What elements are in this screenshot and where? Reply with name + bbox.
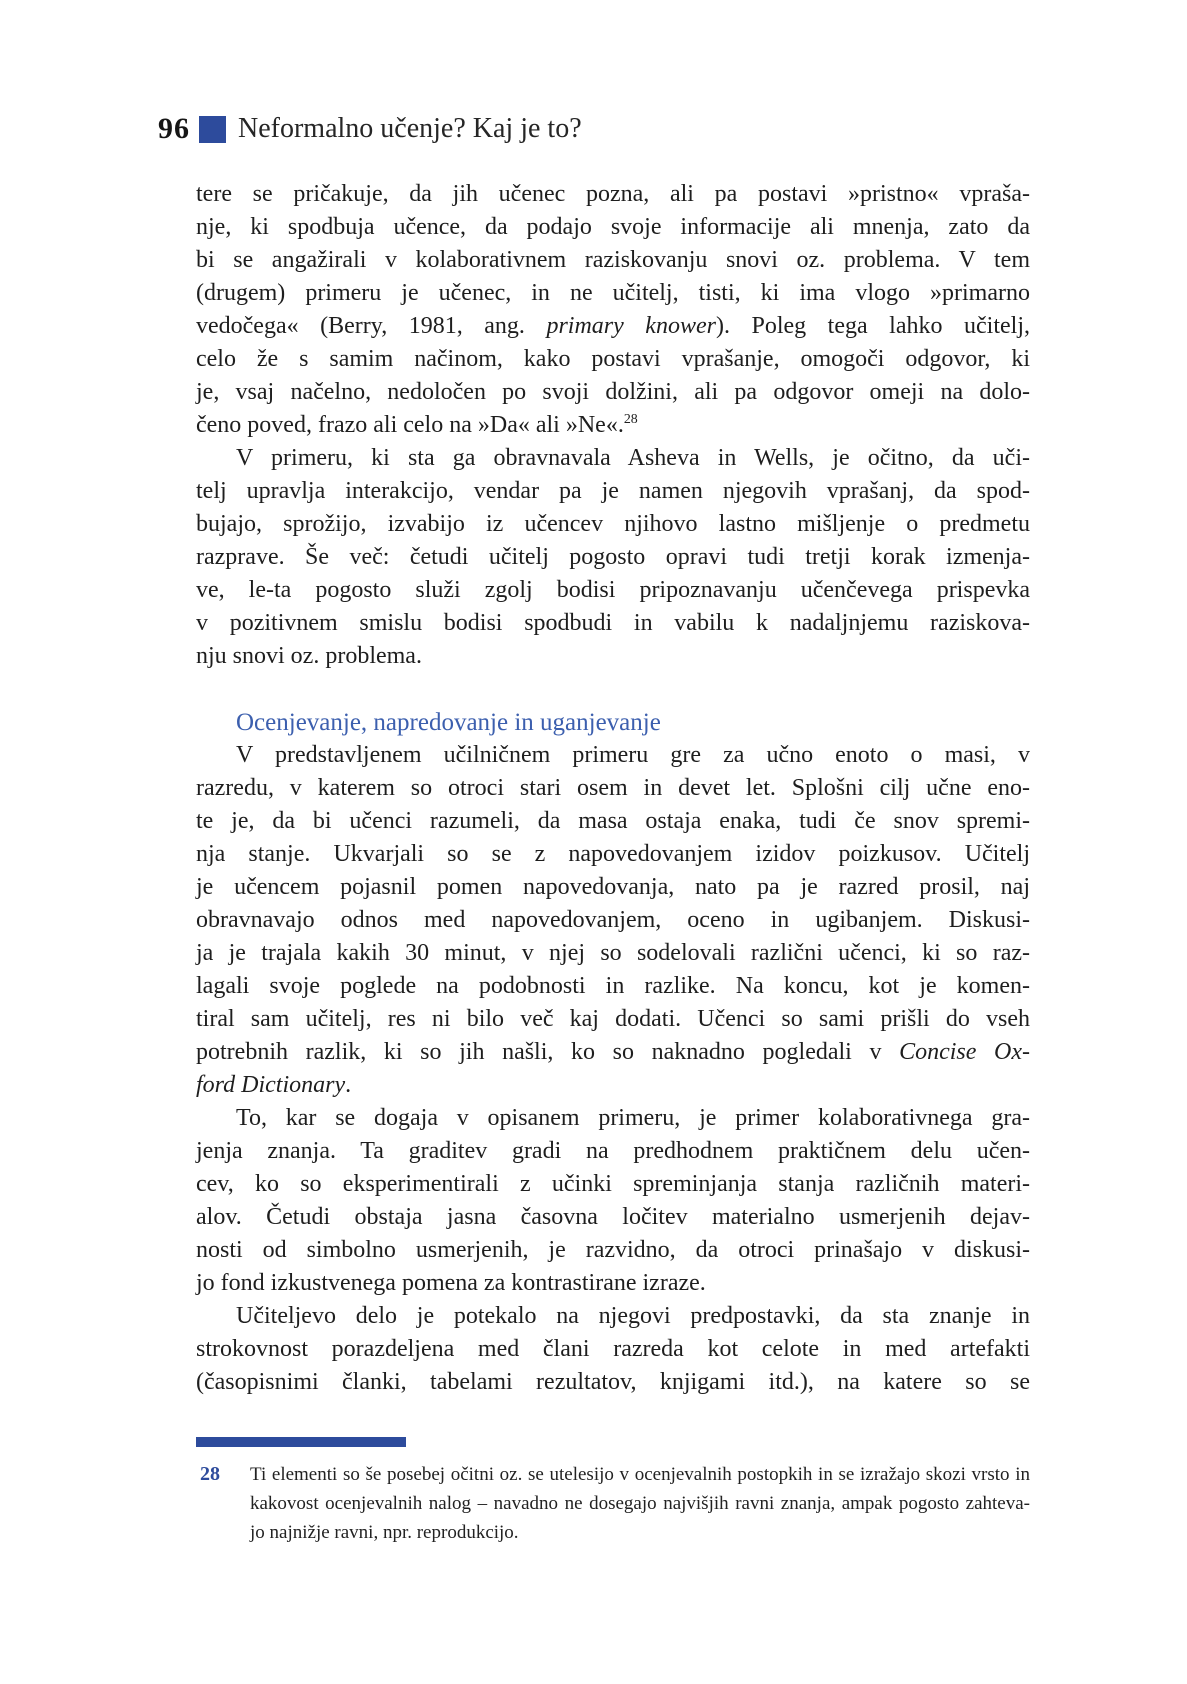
text-line: je, vsaj načelno, nedoločen po svoji dolžini, ali pa odgovor omeji na dolo- bbox=[196, 379, 1030, 405]
text-line: nju snovi oz. problema. bbox=[196, 643, 422, 669]
text-line: jenja znanja. Ta graditev gradi na predhodnem praktičnem delu učen- bbox=[196, 1138, 1030, 1164]
footnote bbox=[196, 1460, 1030, 1547]
text-line: jo najnižje ravni, npr. reprodukcijo. bbox=[250, 1522, 519, 1543]
text-line: nja stanje. Ukvarjali so se z napovedovanjem izidov poizkusov. Učitelj bbox=[196, 841, 1030, 867]
text-line: nosti od simbolno usmerjenih, je razvidno, da otroci prinašajo v diskusi- bbox=[196, 1237, 1030, 1263]
text-line: (časopisnimi članki, tabelami rezultatov, knjigami itd.), na katere so se bbox=[196, 1369, 1030, 1395]
text-line: To, kar se dogaja v opisanem primeru, je primer kolaborativnega gra- bbox=[236, 1105, 1030, 1131]
text-line: v pozitivnem smislu bodisi spodbudi in vabilu k nadaljnjemu raziskova- bbox=[196, 610, 1030, 636]
paragraph bbox=[196, 739, 1030, 1102]
text-line: telj upravlja interakcijo, vendar pa je namen njegovih vprašanj, da spod- bbox=[196, 478, 1030, 504]
paragraph bbox=[196, 178, 1030, 442]
text-line: obravnavajo odnos med napovedovanjem, oceno in ugibanjem. Diskusi- bbox=[196, 907, 1030, 933]
running-head-title: Neformalno učenje? Kaj je to? bbox=[238, 113, 582, 144]
text-line: čeno poved, frazo ali celo na »Da« ali »Ne«.$^{28}$ bbox=[196, 412, 638, 438]
text-line: V predstavljenem učilničnem primeru gre za učno enoto o masi, v bbox=[236, 742, 1030, 768]
text-line: jo fond izkustvenega pomena za kontrastirane izraze. bbox=[196, 1270, 706, 1296]
footnote-text bbox=[250, 1460, 1030, 1547]
footnote-area bbox=[196, 1437, 1030, 1547]
page-body bbox=[196, 178, 1030, 1399]
text-line: nje, ki spodbuja učence, da podajo svoje informacije ali mnenja, zato da bbox=[196, 214, 1030, 240]
text-line: je učencem pojasnil pomen napovedovanja, nato pa je razred prosil, naj bbox=[196, 874, 1030, 900]
text-line: celo že s samim načinom, kako postavi vprašanje, omogoči odgovor, ki bbox=[196, 346, 1030, 372]
running-header bbox=[158, 112, 582, 146]
text-line: tere se pričakuje, da jih učenec pozna, ali pa postavi »pristno« vpraša- bbox=[196, 181, 1030, 207]
paragraph bbox=[196, 442, 1030, 673]
text-line: razprave. Še več: četudi učitelj pogosto opravi tudi tretji korak izmenja- bbox=[196, 544, 1030, 570]
text-line: lagali svoje poglede na podobnosti in razlike. Na koncu, kot je komen- bbox=[196, 973, 1030, 999]
footnote-number: 28 bbox=[200, 1463, 220, 1485]
footnote-rule bbox=[196, 1437, 406, 1447]
text-line: ve, le-ta pogosto služi zgolj bodisi pripoznavanju učenčevega prispevka bbox=[196, 577, 1030, 603]
text-line: kakovost ocenjevalnih nalog – navadno ne dosegajo najvišjih ravni znanja, ampak pogosto zahteva- bbox=[250, 1493, 1030, 1514]
text-line: te je, da bi učenci razumeli, da masa ostaja enaka, tudi če snov spremi- bbox=[196, 808, 1030, 834]
text-line: razredu, v katerem so otroci stari osem in devet let. Splošni cilj učne eno- bbox=[196, 775, 1030, 801]
text-line: (drugem) primeru je učenec, in ne učitelj, tisti, ki ima vlogo »primarno bbox=[196, 280, 1030, 306]
text-line: Ti elementi so še posebej očitni oz. se utelesijo v ocenjevalnih postopkih in se izražajo skozi vrsto in bbox=[250, 1464, 1030, 1485]
paragraph bbox=[196, 1102, 1030, 1300]
chapter-marker-square-icon bbox=[199, 116, 226, 143]
text-line: potrebnih razlik, ki so jih našli, ko so naknadno pogledali v Concise Ox- bbox=[196, 1039, 1030, 1065]
text-line: strokovnost porazdeljena med člani razreda kot celote in med artefakti bbox=[196, 1336, 1030, 1362]
text-line: cev, ko so eksperimentirali z učinki spreminjanja stanja različnih materi- bbox=[196, 1171, 1030, 1197]
text-line: Učiteljevo delo je potekalo na njegovi predpostavki, da sta znanje in bbox=[236, 1303, 1030, 1329]
text-line: vedočega« (Berry, 1981, ang. primary knower). Poleg tega lahko učitelj, bbox=[196, 313, 1031, 339]
text-line: bujajo, sprožijo, izvabijo iz učencev njihovo lastno mišljenje o predmetu bbox=[196, 511, 1030, 537]
text-line: alov. Četudi obstaja jasna časovna ločitev materialno usmerjenih dejav- bbox=[196, 1204, 1030, 1230]
page-number: 96 bbox=[158, 112, 190, 145]
section-heading: Ocenjevanje, napredovanje in uganjevanje bbox=[236, 709, 661, 736]
text-line: bi se angažirali v kolaborativnem raziskovanju snovi oz. problema. V tem bbox=[196, 247, 1030, 273]
text-line: ford Dictionary. bbox=[196, 1072, 352, 1098]
text-line: tiral sam učitelj, res ni bilo več kaj dodati. Učenci so sami prišli do vseh bbox=[196, 1006, 1030, 1032]
text-line: V primeru, ki sta ga obravnavala Asheva in Wells, je očitno, da uči- bbox=[236, 445, 1030, 471]
text-line: ja je trajala kakih 30 minut, v njej so sodelovali različni učenci, ki so raz- bbox=[196, 940, 1030, 966]
paragraph bbox=[196, 1300, 1030, 1399]
